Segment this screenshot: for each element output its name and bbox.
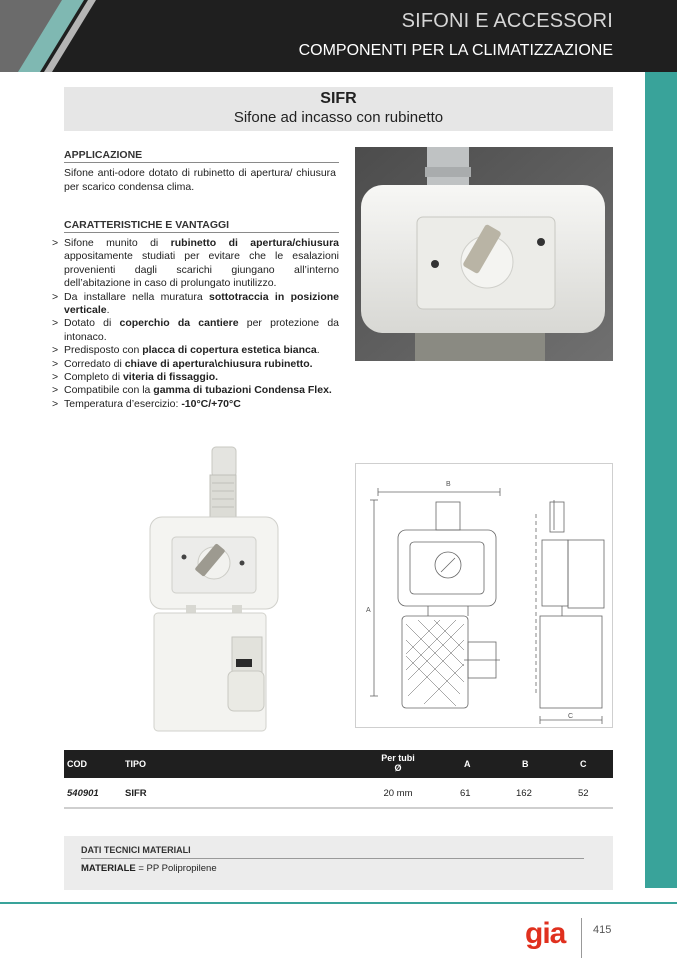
product-code: SIFR <box>320 90 357 107</box>
applicazione-heading: APPLICAZIONE <box>64 149 339 163</box>
cell-b: 162 <box>516 788 532 799</box>
page-header <box>0 0 677 72</box>
page-number: 415 <box>593 924 612 936</box>
cell-a: 61 <box>460 788 471 799</box>
product-name: Sifone ad incasso con rubinetto <box>233 109 444 126</box>
list-item: > Dotato di coperchio da cantiere per protezione da intonaco. <box>52 317 339 343</box>
side-accent-bar <box>645 72 677 888</box>
material-label: MATERIALE <box>81 863 136 874</box>
table-row <box>64 785 613 805</box>
tech-data-box <box>64 836 613 890</box>
features-list <box>52 237 339 411</box>
siphon-plate-image <box>355 147 613 361</box>
col-header-a: A <box>464 759 471 769</box>
col-header-tubi-line1: Per tubi <box>381 753 415 763</box>
cell-c: 52 <box>578 788 589 799</box>
col-header-cod: COD <box>67 759 87 769</box>
list-item: > Predisposto con placca di copertura estetica bianca. <box>52 344 320 357</box>
siphon-assembly-image <box>140 445 290 740</box>
list-item: > Completo di viteria di fissaggio. <box>52 371 219 384</box>
list-item: > Temperatura d’esercizio: -10°C/+70°C <box>52 397 241 410</box>
list-item: > Corredato di chiave di apertura\chiusura rubinetto. <box>52 357 313 370</box>
technical-drawing <box>355 463 613 728</box>
col-header-b: B <box>522 759 529 769</box>
applicazione-text: Sifone anti-odore dotato di rubinetto di apertura/ chiusura per scarico condensa clima. <box>64 167 336 193</box>
table-header <box>64 750 613 778</box>
col-header-tubi <box>380 753 416 773</box>
dimension-diagram <box>356 464 614 729</box>
footer-separator <box>581 918 582 958</box>
dimension-label-c: C <box>568 713 574 720</box>
col-header-c: C <box>580 759 587 769</box>
list-item: > Compatibile con la gamma di tubazioni Condensa Flex. <box>52 384 332 397</box>
col-header-tubi-line2: Ø <box>394 763 402 773</box>
cell-tipo: SIFR <box>125 788 147 799</box>
product-photo-assembly <box>140 445 290 740</box>
caratteristiche-heading: CARATTERISTICHE E VANTAGGI <box>64 219 339 233</box>
list-item: > Sifone munito di rubinetto di apertura/chiusura appositamente studiati per evitare che le esalazioni provenienti dagli scarichi giungano all’interno dell’abitazione in caso di prolungato inutilizzo. <box>52 237 339 290</box>
dimension-label-a: A <box>366 607 371 614</box>
table-divider <box>64 807 613 809</box>
product-photo-closeup <box>355 147 613 361</box>
footer-line <box>0 902 677 904</box>
product-title-box <box>64 87 613 131</box>
section-subtitle: COMPONENTI PER LA CLIMATIZZAZIONE <box>298 42 613 59</box>
brand-logo: gia <box>525 917 566 950</box>
material-value: = PP Polipropilene <box>135 863 217 874</box>
list-item: > Da installare nella muratura sottotraccia in posizione verticale. <box>52 290 339 317</box>
section-title: SIFONI E ACCESSORI <box>401 10 613 32</box>
tech-data-title: DATI TECNICI MATERIALI <box>81 845 584 859</box>
cell-cod: 540901 <box>67 788 99 799</box>
col-header-tipo: TIPO <box>125 759 147 769</box>
cell-tubi: 20 mm <box>383 788 413 799</box>
tech-data-material <box>81 863 217 874</box>
dimension-label-b: B <box>446 481 451 488</box>
